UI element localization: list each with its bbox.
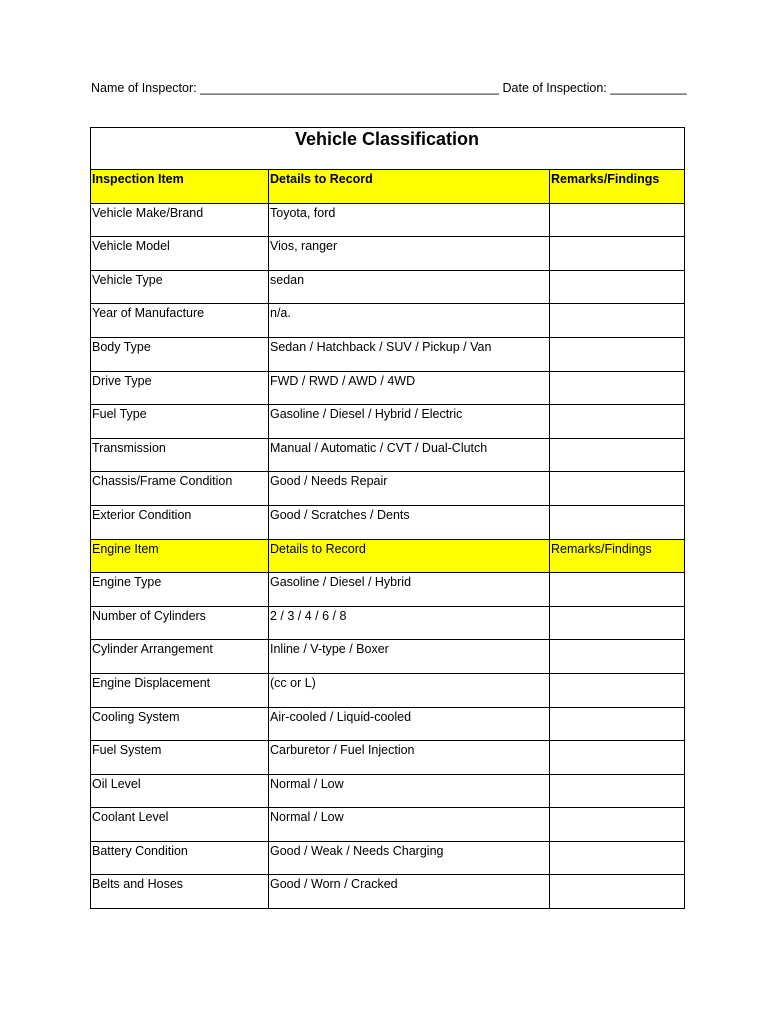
remarks-cell[interactable] <box>550 573 685 607</box>
details-cell: Normal / Low <box>269 808 550 842</box>
engine-table-row <box>91 640 685 674</box>
engine-table-row <box>91 774 685 808</box>
details-cell: Gasoline / Diesel / Hybrid <box>269 573 550 607</box>
remarks-cell[interactable] <box>550 606 685 640</box>
remarks-cell[interactable] <box>550 472 685 506</box>
details-cell: Manual / Automatic / CVT / Dual-Clutch <box>269 438 550 472</box>
details-cell: Good / Weak / Needs Charging <box>269 841 550 875</box>
engine-table-row <box>91 841 685 875</box>
item-cell: Vehicle Make/Brand <box>91 203 269 237</box>
inspection-table-row <box>91 505 685 539</box>
item-cell: Belts and Hoses <box>91 875 269 909</box>
item-cell: Vehicle Type <box>91 270 269 304</box>
remarks-cell[interactable] <box>550 707 685 741</box>
vehicle-classification-table <box>90 127 685 909</box>
date-label: Date of Inspection: <box>502 81 607 95</box>
engine-table-row <box>91 606 685 640</box>
engine-section-header <box>91 539 685 573</box>
item-cell: Fuel System <box>91 741 269 775</box>
remarks-cell[interactable] <box>550 640 685 674</box>
inspector-label: Name of Inspector: <box>91 81 197 95</box>
details-cell: Toyota, ford <box>269 203 550 237</box>
details-cell: n/a. <box>269 304 550 338</box>
inspection-date-field[interactable]: ___________ <box>610 81 687 95</box>
details-cell: FWD / RWD / AWD / 4WD <box>269 371 550 405</box>
remarks-cell[interactable] <box>550 270 685 304</box>
item-cell: Vehicle Model <box>91 237 269 271</box>
remarks-cell[interactable] <box>550 673 685 707</box>
inspection-table-row <box>91 371 685 405</box>
details-cell: sedan <box>269 270 550 304</box>
details-cell: 2 / 3 / 4 / 6 / 8 <box>269 606 550 640</box>
details-cell: Sedan / Hatchback / SUV / Pickup / Van <box>269 337 550 371</box>
item-cell: Coolant Level <box>91 808 269 842</box>
inspection-table-row <box>91 472 685 506</box>
details-cell: Gasoline / Diesel / Hybrid / Electric <box>269 405 550 439</box>
item-cell: Exterior Condition <box>91 505 269 539</box>
remarks-cell[interactable] <box>550 841 685 875</box>
item-cell: Fuel Type <box>91 405 269 439</box>
details-cell: Good / Needs Repair <box>269 472 550 506</box>
item-cell: Engine Displacement <box>91 673 269 707</box>
remarks-cell[interactable] <box>550 237 685 271</box>
inspection-table-row <box>91 337 685 371</box>
item-cell: Year of Manufacture <box>91 304 269 338</box>
item-cell: Engine Type <box>91 573 269 607</box>
remarks-cell[interactable] <box>550 875 685 909</box>
engine-table-row <box>91 573 685 607</box>
details-cell: (cc or L) <box>269 673 550 707</box>
inspection-table-row <box>91 438 685 472</box>
remarks-cell[interactable] <box>550 774 685 808</box>
inspection-header-line <box>91 81 687 95</box>
item-cell: Number of Cylinders <box>91 606 269 640</box>
remarks-cell[interactable] <box>550 741 685 775</box>
details-cell: Carburetor / Fuel Injection <box>269 741 550 775</box>
item-cell: Body Type <box>91 337 269 371</box>
item-cell: Cooling System <box>91 707 269 741</box>
remarks-cell[interactable] <box>550 808 685 842</box>
engine-table-row <box>91 875 685 909</box>
remarks-cell[interactable] <box>550 405 685 439</box>
inspection-section-header <box>91 170 685 204</box>
inspection-table-row <box>91 304 685 338</box>
column-header-remarks: Remarks/Findings <box>550 539 685 573</box>
inspection-table-row <box>91 237 685 271</box>
item-cell: Transmission <box>91 438 269 472</box>
inspection-table-row <box>91 405 685 439</box>
inspection-table-row <box>91 203 685 237</box>
details-cell: Normal / Low <box>269 774 550 808</box>
remarks-cell[interactable] <box>550 438 685 472</box>
details-cell: Vios, ranger <box>269 237 550 271</box>
details-cell: Inline / V-type / Boxer <box>269 640 550 674</box>
table-title: Vehicle Classification <box>91 128 685 170</box>
engine-table-row <box>91 808 685 842</box>
column-header-details: Details to Record <box>269 539 550 573</box>
remarks-cell[interactable] <box>550 337 685 371</box>
engine-table-row <box>91 741 685 775</box>
inspection-table-row <box>91 270 685 304</box>
item-cell: Drive Type <box>91 371 269 405</box>
column-header-item: Engine Item <box>91 539 269 573</box>
table-title-row <box>91 128 685 170</box>
details-cell: Air-cooled / Liquid-cooled <box>269 707 550 741</box>
remarks-cell[interactable] <box>550 505 685 539</box>
details-cell: Good / Worn / Cracked <box>269 875 550 909</box>
item-cell: Oil Level <box>91 774 269 808</box>
engine-table-row <box>91 707 685 741</box>
engine-table-row <box>91 673 685 707</box>
column-header-item: Inspection Item <box>91 170 269 204</box>
column-header-details: Details to Record <box>269 170 550 204</box>
item-cell: Chassis/Frame Condition <box>91 472 269 506</box>
remarks-cell[interactable] <box>550 304 685 338</box>
inspector-name-field[interactable]: ___________________________________________ <box>200 81 500 95</box>
item-cell: Cylinder Arrangement <box>91 640 269 674</box>
remarks-cell[interactable] <box>550 203 685 237</box>
column-header-remarks: Remarks/Findings <box>550 170 685 204</box>
details-cell: Good / Scratches / Dents <box>269 505 550 539</box>
item-cell: Battery Condition <box>91 841 269 875</box>
remarks-cell[interactable] <box>550 371 685 405</box>
